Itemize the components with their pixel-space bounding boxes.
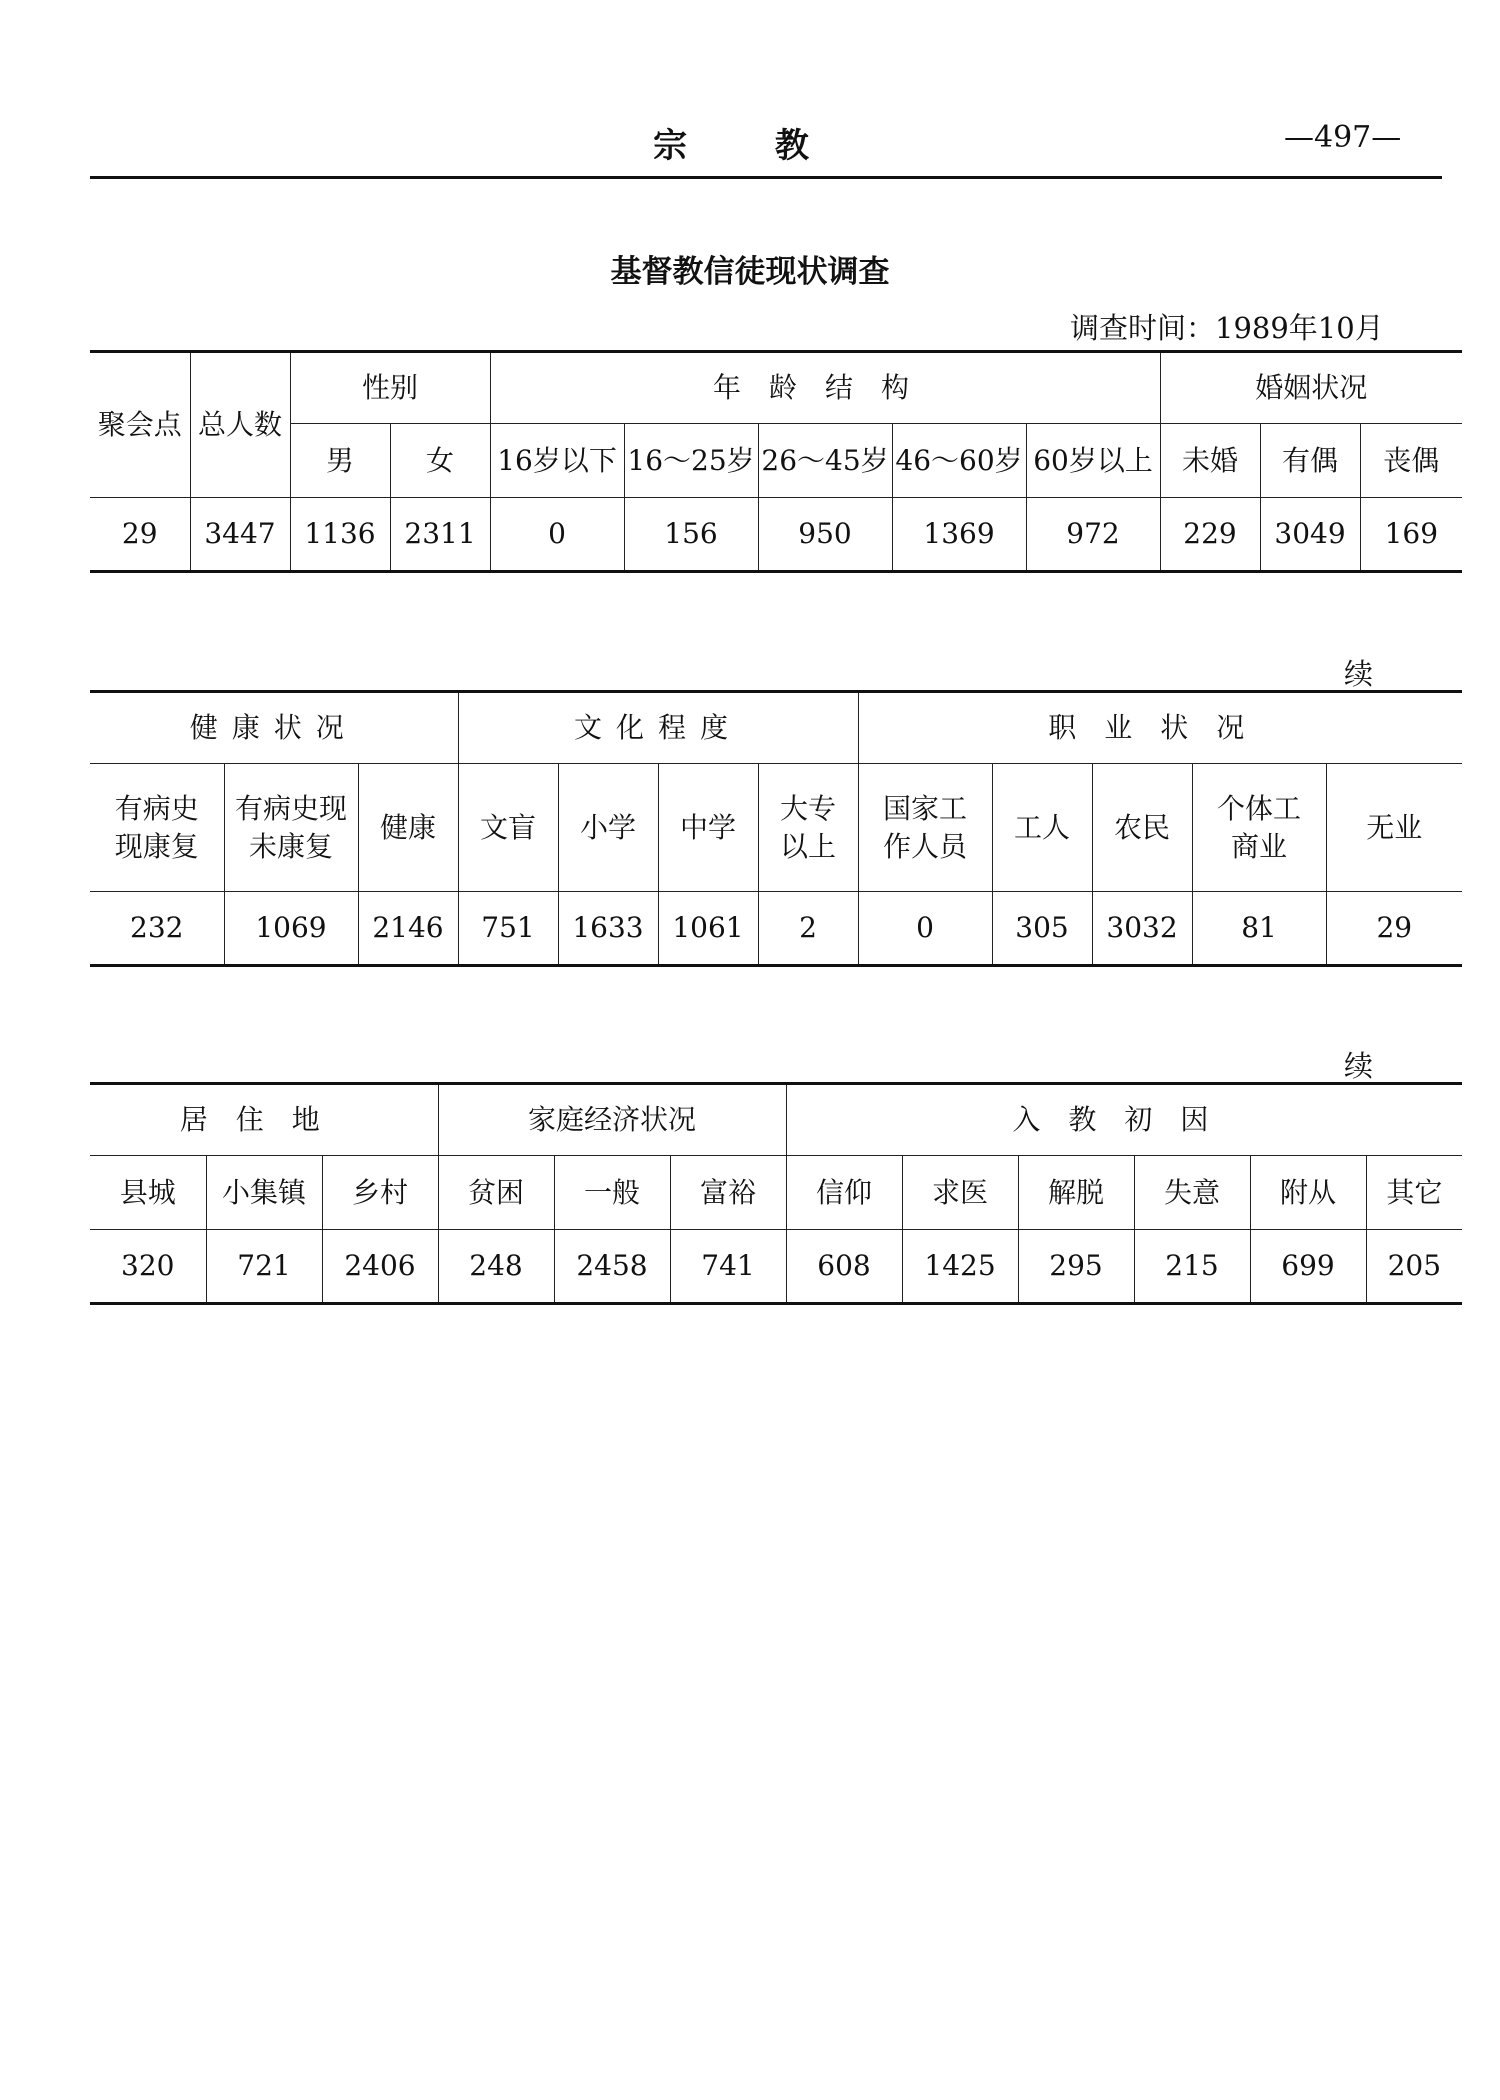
value-cell: 1136 <box>290 498 390 572</box>
value-cell: 0 <box>490 498 624 572</box>
header-economy: 家庭经济状况 <box>438 1084 786 1156</box>
document-title: 基督教信徒现状调查 <box>610 254 890 290</box>
value-cell: 215 <box>1134 1230 1250 1304</box>
header-education: 文化程度 <box>458 692 858 764</box>
header-female: 女 <box>390 424 490 498</box>
header-age-group: 16岁以下 <box>490 424 624 498</box>
value-cell: 320 <box>90 1230 206 1304</box>
value-cell: 156 <box>624 498 758 572</box>
value-cell: 950 <box>758 498 892 572</box>
header-education-group: 大专以上 <box>758 764 858 892</box>
header-education-group: 中学 <box>658 764 758 892</box>
value-cell: 608 <box>786 1230 902 1304</box>
header-reason-group: 解脱 <box>1018 1156 1134 1230</box>
header-economy-group: 富裕 <box>670 1156 786 1230</box>
header-health-status: 健康状况 <box>90 692 458 764</box>
header-reason-group: 求医 <box>902 1156 1018 1230</box>
table-row <box>90 1230 1462 1304</box>
value-cell: 2146 <box>358 892 458 966</box>
header-residence: 居住地 <box>90 1084 438 1156</box>
header-marital-group: 丧偶 <box>1360 424 1462 498</box>
page-header-title: 宗 教 <box>653 126 847 166</box>
value-cell: 3447 <box>190 498 290 572</box>
header-occupation-group: 国家工作人员 <box>858 764 992 892</box>
header-occupation-group: 个体工商业 <box>1192 764 1326 892</box>
value-cell: 29 <box>90 498 190 572</box>
value-cell: 81 <box>1192 892 1326 966</box>
value-cell: 721 <box>206 1230 322 1304</box>
table-health-education-occupation <box>90 690 1462 967</box>
value-cell: 2311 <box>390 498 490 572</box>
header-age-group: 16～25岁 <box>624 424 758 498</box>
table-residence-economy-reason <box>90 1082 1462 1305</box>
header-reason-group: 其它 <box>1366 1156 1462 1230</box>
header-marital-status: 婚姻状况 <box>1160 352 1462 424</box>
header-gathering-points: 聚会点 <box>90 352 190 498</box>
header-health-group: 有病史现未康复 <box>224 764 358 892</box>
value-cell: 751 <box>458 892 558 966</box>
value-cell: 699 <box>1250 1230 1366 1304</box>
value-cell: 1369 <box>892 498 1026 572</box>
header-education-group: 文盲 <box>458 764 558 892</box>
header-residence-group: 县城 <box>90 1156 206 1230</box>
header-age-group: 60岁以上 <box>1026 424 1160 498</box>
value-cell: 2406 <box>322 1230 438 1304</box>
page-number: —497— <box>1284 120 1402 155</box>
value-cell: 2458 <box>554 1230 670 1304</box>
value-cell: 248 <box>438 1230 554 1304</box>
value-cell: 229 <box>1160 498 1260 572</box>
value-cell: 741 <box>670 1230 786 1304</box>
value-cell: 205 <box>1366 1230 1462 1304</box>
value-cell: 29 <box>1326 892 1462 966</box>
value-cell: 1069 <box>224 892 358 966</box>
value-cell: 1425 <box>902 1230 1018 1304</box>
continued-label: 续 <box>1344 1049 1374 1083</box>
header-health-group: 有病史现康复 <box>90 764 224 892</box>
header-rule <box>90 176 1442 179</box>
header-reason-group: 附从 <box>1250 1156 1366 1230</box>
header-total-people: 总人数 <box>190 352 290 498</box>
header-reason: 入教初因 <box>786 1084 1462 1156</box>
continued-label: 续 <box>1344 657 1374 691</box>
value-cell: 295 <box>1018 1230 1134 1304</box>
value-cell: 972 <box>1026 498 1160 572</box>
value-cell: 169 <box>1360 498 1462 572</box>
value-cell: 0 <box>858 892 992 966</box>
header-economy-group: 贫困 <box>438 1156 554 1230</box>
value-cell: 305 <box>992 892 1092 966</box>
value-cell: 1061 <box>658 892 758 966</box>
header-residence-group: 乡村 <box>322 1156 438 1230</box>
value-cell: 2 <box>758 892 858 966</box>
value-cell: 3032 <box>1092 892 1192 966</box>
value-cell: 1633 <box>558 892 658 966</box>
survey-time: 调查时间：1989年10月 <box>1070 311 1384 345</box>
header-marital-group: 有偶 <box>1260 424 1360 498</box>
header-occupation-group: 农民 <box>1092 764 1192 892</box>
header-occupation-group: 无业 <box>1326 764 1462 892</box>
header-marital-group: 未婚 <box>1160 424 1260 498</box>
header-gender: 性别 <box>290 352 490 424</box>
header-reason-group: 信仰 <box>786 1156 902 1230</box>
header-age-group: 46～60岁 <box>892 424 1026 498</box>
header-reason-group: 失意 <box>1134 1156 1250 1230</box>
table-demographics <box>90 350 1462 573</box>
header-residence-group: 小集镇 <box>206 1156 322 1230</box>
value-cell: 3049 <box>1260 498 1360 572</box>
header-age-group: 26～45岁 <box>758 424 892 498</box>
table-row <box>90 892 1462 966</box>
header-occupation-group: 工人 <box>992 764 1092 892</box>
header-male: 男 <box>290 424 390 498</box>
header-health-group: 健康 <box>358 764 458 892</box>
table-row <box>90 498 1462 572</box>
header-age-structure: 年龄结构 <box>490 352 1160 424</box>
header-occupation: 职业状况 <box>858 692 1462 764</box>
header-economy-group: 一般 <box>554 1156 670 1230</box>
header-education-group: 小学 <box>558 764 658 892</box>
value-cell: 232 <box>90 892 224 966</box>
